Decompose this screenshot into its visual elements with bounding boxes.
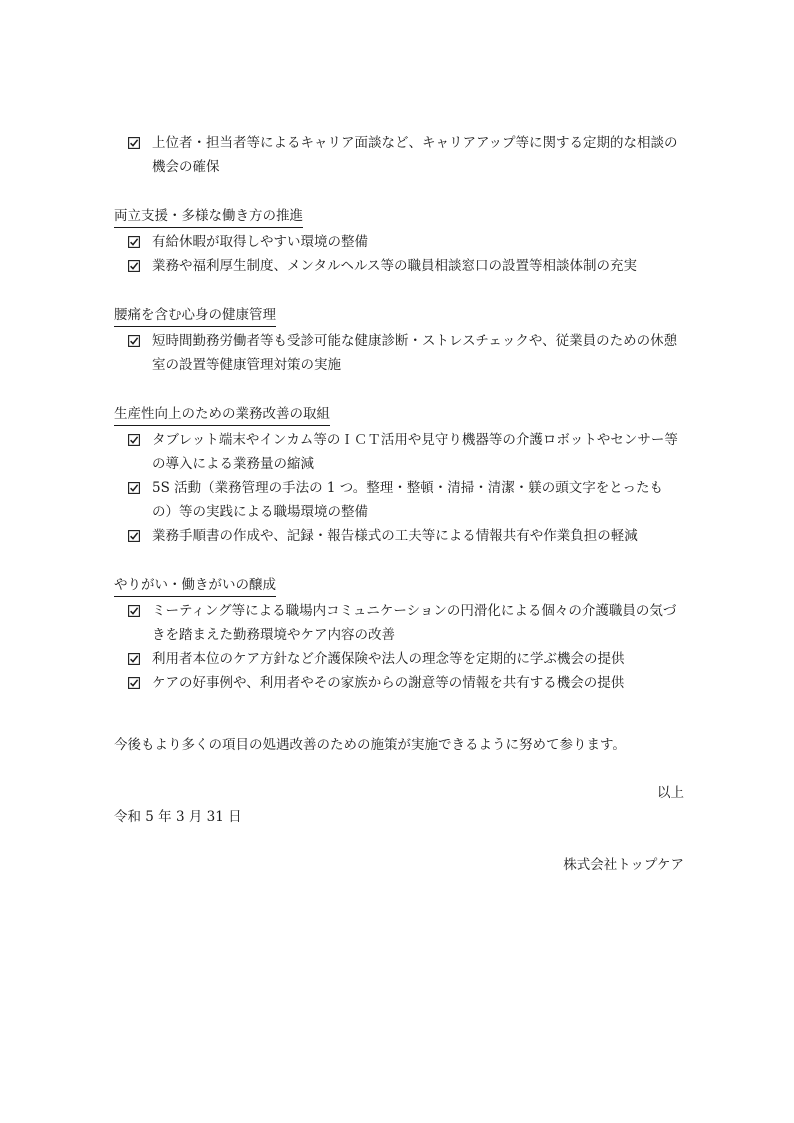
- section-heading: 両立支援・多様な働き方の推進: [114, 205, 303, 228]
- checked-box-icon: [128, 476, 142, 494]
- section-health: [114, 303, 684, 377]
- closing-statement: 今後もより多くの項目の処遇改善のための施策が実施できるように努めて参ります。: [114, 737, 626, 753]
- item-text: 上位者・担当者等によるキャリア面談など、キャリアアップ等に関する定期的な相談の機会の確保: [152, 135, 678, 175]
- section-work-life: [114, 204, 684, 278]
- checked-box-icon: [128, 428, 142, 446]
- checked-box-icon: [128, 599, 142, 617]
- list-item: [114, 476, 684, 524]
- document-page: [114, 131, 684, 877]
- section-heading: 腰痛を含む心身の健康管理: [114, 304, 276, 327]
- checked-box-icon: [128, 524, 142, 542]
- checked-box-icon: [128, 329, 142, 347]
- section-productivity: [114, 402, 684, 548]
- list-item: [114, 599, 684, 647]
- list-item: [114, 254, 684, 278]
- list-item: [114, 524, 684, 548]
- item-text: 短時間勤務労働者等も受診可能な健康診断・ストレスチェックや、従業員のための休憩室の設置等健康管理対策の実施: [152, 333, 678, 373]
- item-text: 業務や福利厚生制度、メンタルヘルス等の職員相談窓口の設置等相談体制の充実: [152, 258, 638, 274]
- section-heading: やりがい・働きがいの醸成: [114, 574, 276, 597]
- list-item: [114, 647, 684, 671]
- checked-box-icon: [128, 230, 142, 248]
- list-item: [114, 131, 684, 179]
- list-item: [114, 428, 684, 476]
- checked-box-icon: [128, 254, 142, 272]
- company-name: 株式会社トップケア: [563, 857, 684, 873]
- item-text: ミーティング等による職場内コミュニケーションの円滑化による個々の介護職員の気づきを踏まえた勤務環境やケア内容の改善: [152, 603, 677, 643]
- list-item: [114, 230, 684, 254]
- item-text: 有給休暇が取得しやすい環境の整備: [152, 234, 368, 250]
- item-text: タブレット端末やインカム等のＩＣＴ活用や見守り機器等の介護ロボットやセンサー等の導入による業務量の縮減: [152, 432, 678, 472]
- list-item: [114, 329, 684, 377]
- list-item: [114, 671, 684, 695]
- item-text: ケアの好事例や、利用者やその家族からの謝意等の情報を共有する機会の提供: [152, 675, 625, 691]
- section-motivation: [114, 573, 684, 695]
- item-text: 業務手順書の作成や、記録・報告様式の工夫等による情報共有や作業負担の軽減: [152, 528, 638, 544]
- closing-mark: 以上: [657, 785, 684, 801]
- item-text: 5S 活動（業務管理の手法の 1 つ。整理・整頓・清掃・清潔・躾の頭文字をとったもの）等の実践による職場環境の整備: [152, 480, 663, 520]
- item-text: 利用者本位のケア方針など介護保険や法人の理念等を定期的に学ぶ機会の提供: [152, 651, 625, 667]
- section-heading: 生産性向上のための業務改善の取組: [114, 403, 330, 426]
- intro-section: [114, 131, 684, 179]
- document-date: 令和 5 年 3 月 31 日: [114, 809, 242, 825]
- checked-box-icon: [128, 131, 142, 149]
- checked-box-icon: [128, 647, 142, 665]
- checked-box-icon: [128, 671, 142, 689]
